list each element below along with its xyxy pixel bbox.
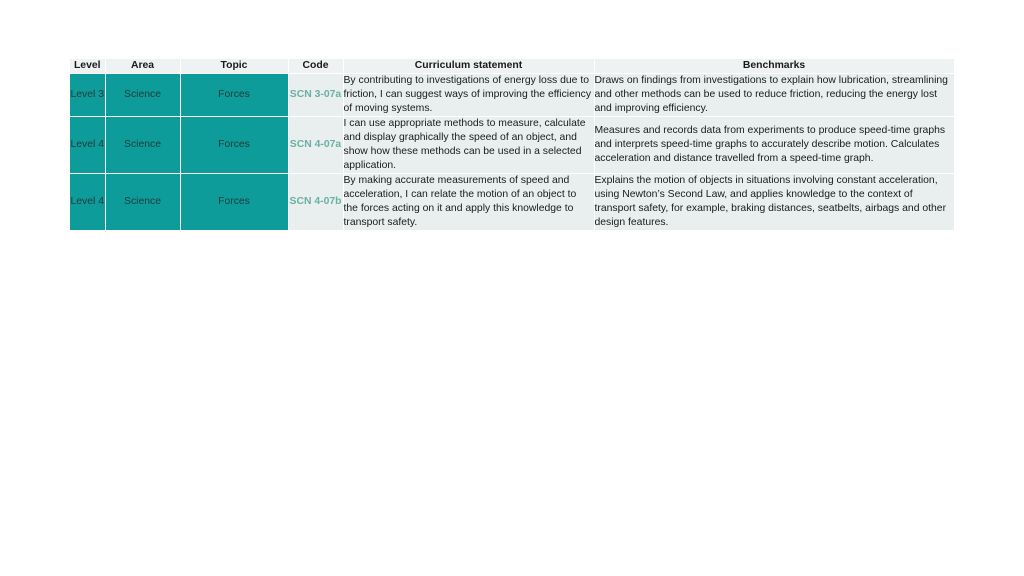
cell-curriculum-statement: By making accurate measurements of speed and acceleration, I can relate the motion of an object to the forces acting on it and apply this knowledge to transport safety. <box>343 174 594 231</box>
curriculum-table <box>70 59 955 231</box>
cell-area: Science <box>105 174 180 231</box>
header-topic: Topic <box>180 59 288 74</box>
cell-benchmarks: Measures and records data from experiments to produce speed-time graphs and interprets speed-time graphs to accurately describe motion. Calculates acceleration and distance travelled from a speed-time graph. <box>594 117 954 174</box>
table-row <box>70 74 954 117</box>
cell-topic: Forces <box>180 117 288 174</box>
header-benchmarks: Benchmarks <box>594 59 954 74</box>
cell-code: SCN 4-07a <box>288 117 343 174</box>
cell-curriculum-statement: By contributing to investigations of energy loss due to friction, I can suggest ways of improving the efficiency of moving systems. <box>343 74 594 117</box>
cell-benchmarks: Explains the motion of objects in situations involving constant acceleration, using Newton’s Second Law, and applies knowledge to the context of transport safety, for example, braking distances, seatbelts, airbags and other design features. <box>594 174 954 231</box>
header-curriculum-statement: Curriculum statement <box>343 59 594 74</box>
cell-topic: Forces <box>180 174 288 231</box>
cell-level: Level 4 <box>70 117 105 174</box>
table-row <box>70 174 954 231</box>
header-area: Area <box>105 59 180 74</box>
cell-level: Level 3 <box>70 74 105 117</box>
table-row <box>70 117 954 174</box>
cell-code: SCN 3-07a <box>288 74 343 117</box>
cell-curriculum-statement: I can use appropriate methods to measure, calculate and display graphically the speed of an object, and show how these methods can be used in a selected application. <box>343 117 594 174</box>
header-code: Code <box>288 59 343 74</box>
cell-code: SCN 4-07b <box>288 174 343 231</box>
cell-area: Science <box>105 117 180 174</box>
cell-area: Science <box>105 74 180 117</box>
cell-level: Level 4 <box>70 174 105 231</box>
header-level: Level <box>70 59 105 74</box>
table-header-row <box>70 59 954 74</box>
cell-benchmarks: Draws on findings from investigations to explain how lubrication, streamlining and other methods can be used to reduce friction, reducing the energy lost and improving efficiency. <box>594 74 954 117</box>
cell-topic: Forces <box>180 74 288 117</box>
